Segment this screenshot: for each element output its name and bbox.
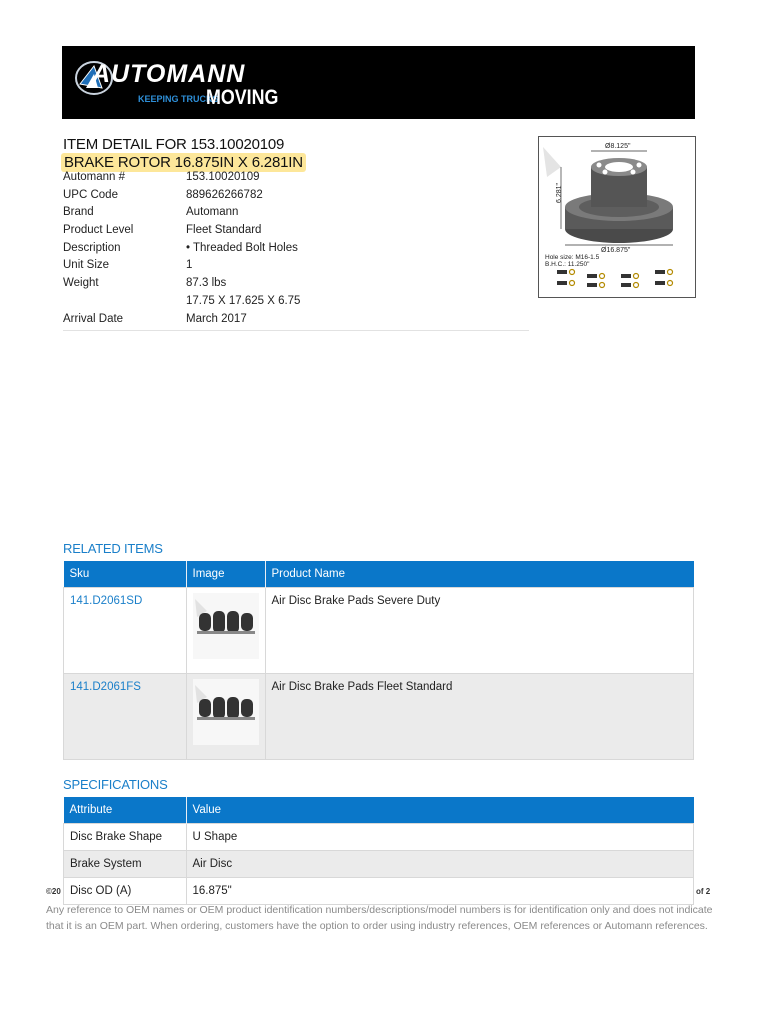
related-items-table <box>63 561 694 760</box>
oem-disclaimer: Any reference to OEM names or OEM product identification numbers/descriptions/model numbers is for identification only and does not indicate that it is an OEM part. When ordering, customers have the option to order using industry references, OEM references or Automann references. <box>46 904 713 932</box>
table-row[interactable] <box>64 674 694 760</box>
sku-link[interactable]: 141.D2061FS <box>64 674 187 760</box>
rotor-bhc: B.H.C.: 11.250" <box>545 261 590 268</box>
product-thumbnail[interactable] <box>186 674 265 760</box>
specifications-table <box>63 797 694 905</box>
detail-value: March 2017 <box>186 312 247 325</box>
detail-label: Weight <box>63 277 99 290</box>
detail-row <box>63 259 529 277</box>
table-row <box>64 878 694 905</box>
detail-row <box>63 313 529 331</box>
table-row[interactable] <box>64 588 694 674</box>
detail-value: Automann <box>186 206 239 219</box>
footer-copyright: ©20 <box>46 887 61 896</box>
spec-value: Air Disc <box>186 851 694 878</box>
logo-word: AUTOMANN <box>92 60 246 88</box>
column-header-product-name: Product Name <box>265 561 694 588</box>
table-header-row <box>64 561 694 588</box>
rotor-hole-size: Hole size: M16-1.5 <box>545 254 600 261</box>
footer-page-count: of 2 <box>696 887 711 896</box>
detail-row <box>63 295 529 313</box>
automann-logo <box>72 54 322 112</box>
detail-divider <box>63 330 529 331</box>
spec-value: U Shape <box>186 824 694 851</box>
table-header-row <box>64 797 694 824</box>
rotor-dim-side: 6.281" <box>556 182 563 203</box>
product-title: BRAKE ROTOR 16.875IN X 6.281IN <box>61 153 306 172</box>
detail-row <box>63 171 529 189</box>
logo-tagline-small: KEEPING TRUCKS <box>138 94 219 104</box>
detail-label <box>63 295 186 313</box>
detail-row <box>63 206 529 224</box>
product-name: Air Disc Brake Pads Fleet Standard <box>265 674 694 760</box>
table-row <box>64 851 694 878</box>
detail-value: 17.75 X 17.625 X 6.75 <box>186 294 301 307</box>
detail-row <box>63 189 529 207</box>
spec-value: 16.875" <box>186 878 694 905</box>
detail-label: Product Level <box>63 224 134 237</box>
brake-pads-icon <box>193 593 259 659</box>
detail-label: Description <box>63 241 121 254</box>
page-title: ITEM DETAIL FOR 153.10020109 <box>63 136 285 153</box>
column-header-sku: Sku <box>64 561 187 588</box>
rotor-dim-top: Ø8.125" <box>605 143 631 150</box>
spec-attribute: Disc OD (A) <box>64 878 187 905</box>
header-banner <box>62 46 695 119</box>
product-name: Air Disc Brake Pads Severe Duty <box>265 588 694 674</box>
spec-attribute: Disc Brake Shape <box>64 824 187 851</box>
specifications-title: SPECIFICATIONS <box>63 777 168 792</box>
detail-value: • Threaded Bolt Holes <box>186 241 298 254</box>
spec-attribute: Brake System <box>64 851 187 878</box>
detail-label: Automann # <box>63 171 126 183</box>
detail-row <box>63 224 529 242</box>
brake-rotor-icon <box>539 137 695 297</box>
detail-value: 87.3 lbs <box>186 277 227 290</box>
detail-value: 889626266782 <box>186 188 263 201</box>
column-header-image: Image <box>186 561 265 588</box>
product-thumbnail[interactable] <box>186 588 265 674</box>
detail-value: 153.10020109 <box>186 171 260 183</box>
sku-link[interactable]: 141.D2061SD <box>64 588 187 674</box>
rotor-dim-bottom: Ø16.875" <box>601 247 631 254</box>
detail-value: Fleet Standard <box>186 224 262 237</box>
column-header-value: Value <box>186 797 694 824</box>
logo-tagline-big: MOVING <box>206 86 279 109</box>
detail-label: Unit Size <box>63 259 110 272</box>
column-header-attribute: Attribute <box>64 797 187 824</box>
detail-label: Brand <box>63 206 94 219</box>
brake-pads-icon <box>193 679 259 745</box>
detail-label: UPC Code <box>63 188 118 201</box>
detail-value: 1 <box>186 259 193 272</box>
table-row <box>64 824 694 851</box>
related-items-title: RELATED ITEMS <box>63 541 163 556</box>
detail-row <box>63 242 529 260</box>
detail-label: Arrival Date <box>63 312 124 325</box>
detail-row <box>63 277 529 295</box>
product-image <box>538 136 696 298</box>
detail-list <box>63 171 529 330</box>
